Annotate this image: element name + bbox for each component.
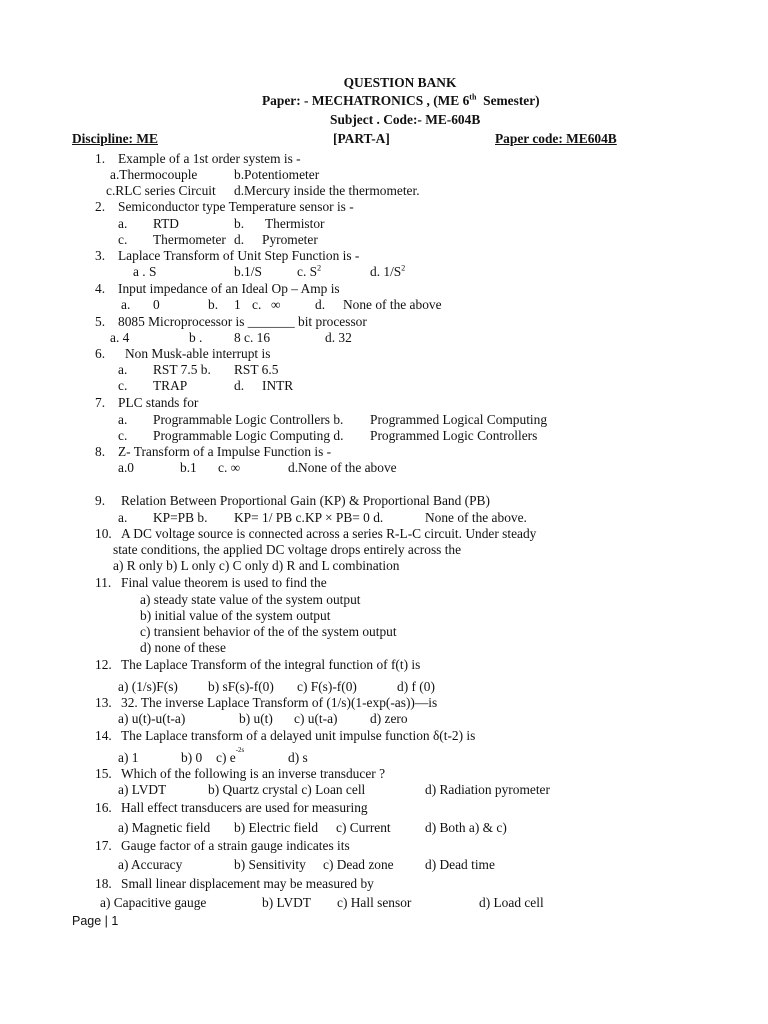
q8-option-b: b.1 [180,460,197,475]
q13-option-a: a) u(t)-u(t-a) [118,711,186,726]
q13-option-c: c) u(t-a) [294,711,338,726]
q1-option-d: d.Mercury inside the thermometer. [234,183,420,198]
q16-option-c: c) Current [336,820,391,835]
q2-option-a-label: a. [118,216,128,231]
q3-option-b: b.1/S [234,264,262,279]
q15-option-a: a) LVDT [118,782,167,797]
q11-text: Final value theorem is used to find the [121,575,327,590]
q8-option-a: a.0 [118,460,134,475]
q4-option-d-label: d. [315,297,326,312]
q2-option-d-label: d. [234,232,245,247]
q3-number: 3. [95,248,106,263]
doc-title: QUESTION BANK [343,75,457,90]
q7-text: PLC stands for [118,395,199,410]
q14-number: 14. [95,728,112,743]
q18-number: 18. [95,876,112,891]
q7-option-d: Programmed Logic Controllers [370,428,538,443]
q5-option-a: a. 4 [110,330,130,345]
page-number: Page | 1 [72,914,119,928]
paper-line: Paper: - MECHATRONICS , (ME 6th Semester) [262,92,540,108]
q1-number: 1. [95,151,106,166]
q9-option-a: KP=PB b. [153,510,208,525]
q9-option-d: None of the above. [425,510,527,525]
q2-number: 2. [95,199,106,214]
q7-option-a-label: a. [118,412,128,427]
q6-option-d-label: d. [234,378,245,393]
paper-code: Paper code: ME604B [495,131,617,146]
q5-option-d: d. 32 [325,330,352,345]
q18-text: Small linear displacement may be measured by [121,876,374,891]
q18-option-c: c) Hall sensor [337,895,412,910]
q4-option-c-label: c. [252,297,262,312]
q6-option-b: RST 6.5 [234,362,279,377]
q17-option-a: a) Accuracy [118,857,183,872]
q4-option-a-label: a. [121,297,131,312]
subject-code: Subject . Code:- ME-604B [330,112,481,127]
q18-option-a: a) Capacitive gauge [100,895,207,910]
q11-option-d: d) none of these [140,640,226,655]
q5-number: 5. [95,314,106,329]
q2-option-c-label: c. [118,232,128,247]
q11-option-a: a) steady state value of the system output [140,592,361,607]
q4-option-b-label: b. [208,297,219,312]
q13-text: 32. The inverse Laplace Transform of (1/s)(1-exp(-as))––is [121,695,438,710]
part-label: [PART-A] [333,131,390,146]
q2-option-b-label: b. [234,216,245,231]
q4-option-b: 1 [234,297,241,312]
q1-option-a: a.Thermocouple [110,167,198,182]
q17-option-c: c) Dead zone [323,857,394,872]
q7-option-c-label: c. [118,428,128,443]
q5-option-b-label: b . [189,330,203,345]
q13-option-b: b) u(t) [239,711,273,726]
q17-option-b: b) Sensitivity [234,857,306,872]
q8-text: Z- Transform of a Impulse Function is - [118,444,332,459]
q3-option-c: c. $S^2$ [297,263,322,279]
q15-option-b-c: b) Quartz crystal c) Loan cell [208,782,366,797]
q14-option-b: b) 0 [181,750,203,765]
q1-option-b: b.Potentiometer [234,167,320,182]
q6-option-c-label: c. [118,378,128,393]
q7-option-c: Programmable Logic Computing d. [153,428,344,443]
q13-number: 13. [95,695,112,710]
q12-option-a: a) (1/s)F(s) [118,679,178,694]
q16-option-a: a) Magnetic field [118,820,211,835]
q12-number: 12. [95,657,112,672]
q16-text: Hall effect transducers are used for measuring [121,800,368,815]
q6-option-a-label: a. [118,362,128,377]
q2-text: Semiconductor type Temperature sensor is - [118,199,354,214]
q11-option-c: c) transient behavior of the of the system output [140,624,397,639]
q6-text: Non Musk-able interrupt is [125,346,271,361]
q10-options: a) R only b) L only c) C only d) R and L combination [113,558,400,573]
q3-option-d: d. $1/S^2$ [370,263,406,279]
q2-option-d: Pyrometer [262,232,318,247]
q15-option-d: d) Radiation pyrometer [425,782,550,797]
q4-number: 4. [95,281,106,296]
q1-option-c: c.RLC series Circuit [106,183,216,198]
discipline-label: Discipline: ME [72,131,158,146]
q7-number: 7. [95,395,106,410]
q16-number: 16. [95,800,112,815]
q4-text: Input impedance of an Ideal Op – Amp is [118,281,340,296]
q14-option-c: c) $e^{-2s}$ [216,746,245,765]
q1-text: Example of a 1st order system is - [118,151,301,166]
q10-text-line1: A DC voltage source is connected across a series R-L-C circuit. Under steady [121,526,537,541]
q18-option-d: d) Load cell [479,895,544,910]
q12-text: The Laplace Transform of the integral function of f(t) is [121,657,421,672]
q10-text-line2: state conditions, the applied DC voltage drops entirely across the [113,542,462,557]
q17-number: 17. [95,838,112,853]
q6-option-d: INTR [262,378,294,393]
q6-option-a: RST 7.5 b. [153,362,211,377]
q8-option-c: c. ∞ [218,460,241,475]
q10-number: 10. [95,526,112,541]
q9-number: 9. [95,493,106,508]
q9-option-a-label: a. [118,510,128,525]
q15-text: Which of the following is an inverse transducer ? [121,766,386,781]
q8-number: 8. [95,444,106,459]
q12-option-c: c) F(s)-f(0) [297,679,357,694]
q5-text: 8085 Microprocessor is _______ bit processor [118,314,367,329]
q12-option-b: b) sF(s)-f(0) [208,679,274,694]
q8-option-d: d.None of the above [288,460,397,475]
q17-option-d: d) Dead time [425,857,495,872]
q14-text: The Laplace transform of a delayed unit impulse function δ(t-2) is [121,728,476,743]
q4-option-d: None of the above [343,297,442,312]
q18-option-b: b) LVDT [262,895,311,910]
q13-option-d: d) zero [370,711,408,726]
q16-option-d: d) Both a) & c) [425,820,507,835]
q12-option-d: d) f (0) [397,679,435,694]
q9-text: Relation Between Proportional Gain (KP) & Proportional Band (PB) [121,493,490,508]
q15-number: 15. [95,766,112,781]
q4-option-c: ∞ [271,297,281,312]
q14-option-a: a) 1 [118,750,139,765]
q7-option-b: Programmed Logical Computing [370,412,548,427]
q14-option-d: d) s [288,750,308,765]
q11-option-b: b) initial value of the system output [140,608,331,623]
q3-text: Laplace Transform of Unit Step Function is - [118,248,360,263]
q3-option-a: a . S [133,264,157,279]
q9-option-b: KP= 1/ PB c. [234,510,305,525]
q6-option-c: TRAP [153,378,188,393]
q5-option-b-c: 8 c. 16 [234,330,271,345]
q2-option-b: Thermistor [265,216,325,231]
q2-option-c: Thermometer [153,232,226,247]
q17-text: Gauge factor of a strain gauge indicates its [121,838,350,853]
q7-option-a: Programmable Logic Controllers b. [153,412,344,427]
q11-number: 11. [95,575,112,590]
q6-number: 6. [95,346,106,361]
q16-option-b: b) Electric field [234,820,319,835]
q9-option-c: KP × PB= 0 d. [305,510,384,525]
q2-option-a: RTD [153,216,179,231]
q4-option-a: 0 [153,297,160,312]
